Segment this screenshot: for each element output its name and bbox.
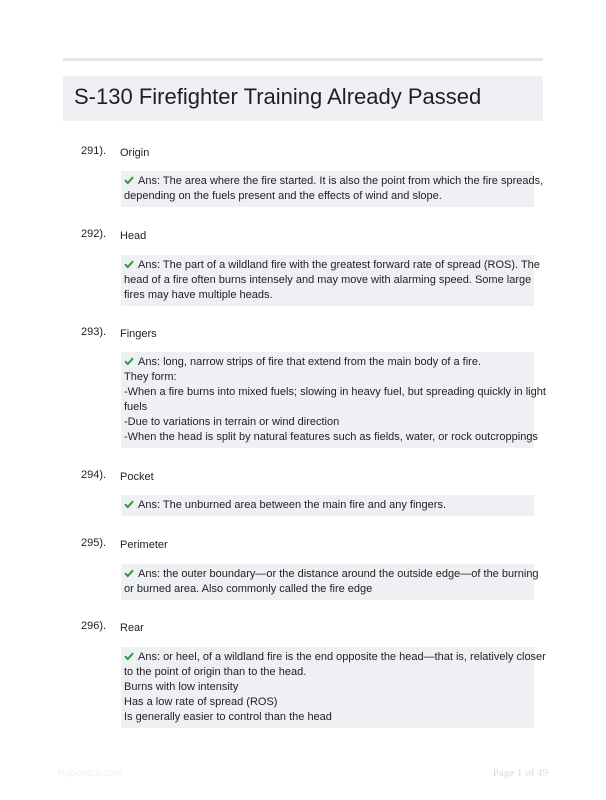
- answer-line: They form:: [124, 371, 177, 383]
- answer-box: [121, 171, 544, 207]
- item-number: 296).: [81, 620, 107, 632]
- answer-line: depending on the fuels present and the effects of wind and slope.: [124, 190, 442, 202]
- answer-line: Ans: The part of a wildland fire with the greatest forward rate of spread (ROS). The: [138, 259, 540, 271]
- item-term: Rear: [120, 622, 144, 634]
- page-title: S-130 Firefighter Training Already Passed: [74, 84, 482, 109]
- page-indicator: Page 1 of 49: [492, 767, 548, 779]
- answer-line: Ans: long, narrow strips of fire that extend from the main body of a fire.: [138, 356, 481, 368]
- answer-line: Ans: or heel, of a wildland fire is the end opposite the head—that is, relatively closer: [138, 651, 546, 663]
- answer-line: fires may have multiple heads.: [124, 289, 273, 301]
- answer-box: [121, 495, 534, 516]
- item-term: Origin: [120, 147, 150, 159]
- answer-line: head of a fire often burns intensely and may move with alarming speed. Some large: [124, 274, 532, 286]
- answer-line: Ans: The unburned area between the main fire and any fingers.: [138, 499, 446, 511]
- check-icon: [124, 356, 134, 366]
- answer-box: [121, 352, 546, 448]
- item-number: 295).: [81, 537, 107, 549]
- title-bar: [63, 76, 543, 121]
- check-icon: [124, 259, 134, 269]
- answer-line: -When a fire burns into mixed fuels; slowing in heavy fuel, but spreading quickly in light: [124, 386, 546, 398]
- answer-line: Ans: the outer boundary—or the distance around the outside edge—of the burning: [138, 568, 539, 580]
- answer-line: -When the head is split by natural features such as fields, water, or rock outcroppings: [124, 431, 538, 443]
- item-number: 291).: [81, 145, 107, 157]
- answer-line: fuels: [124, 401, 148, 413]
- check-icon: [124, 568, 134, 578]
- answer-line: -Due to variations in terrain or wind direction: [124, 416, 340, 428]
- check-icon: [124, 651, 134, 661]
- footer-watermark: Paperitbit.com: [58, 768, 122, 779]
- item-term: Perimeter: [120, 539, 168, 551]
- answer-line: Has a low rate of spread (ROS): [124, 696, 278, 708]
- answer-box: [121, 255, 540, 306]
- answer-line: to the point of origin than to the head.: [124, 666, 307, 678]
- answer-line: Ans: The area where the fire started. It is also the point from which the fire spreads,: [138, 175, 544, 187]
- answer-line: or burned area. Also commonly called the fire edge: [124, 583, 373, 595]
- item-term: Pocket: [120, 471, 154, 483]
- item-term: Head: [120, 230, 147, 242]
- answer-line: Burns with low intensity: [124, 681, 239, 693]
- top-divider: [63, 58, 543, 61]
- item-number: 293).: [81, 326, 107, 338]
- check-icon: [124, 499, 134, 509]
- answer-box: [121, 564, 539, 600]
- item-term: Fingers: [120, 328, 157, 340]
- item-number: 292).: [81, 228, 107, 240]
- item-number: 294).: [81, 469, 107, 481]
- answer-line: Is generally easier to control than the head: [124, 711, 332, 723]
- answer-box: [121, 647, 546, 728]
- check-icon: [124, 175, 134, 185]
